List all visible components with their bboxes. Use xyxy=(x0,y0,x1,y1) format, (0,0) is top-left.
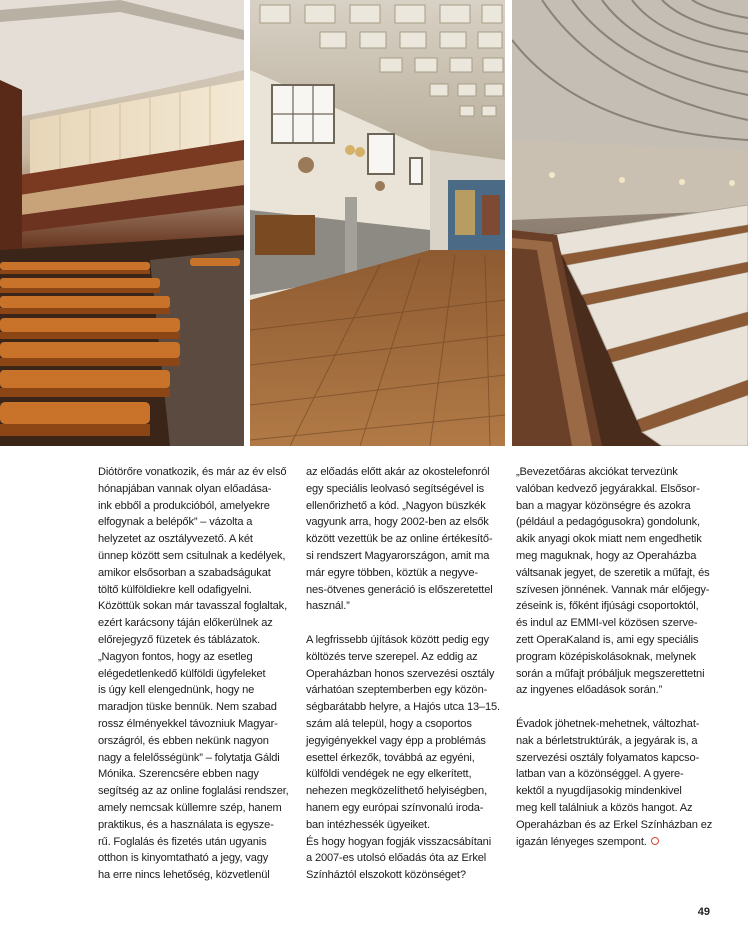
article-line: praktikus, és a használata is egysze- xyxy=(98,818,274,831)
article-line: amikor elsősorban a szabadságukat xyxy=(98,566,271,579)
article-line: töltő külföldiekre kell odafigyelni. xyxy=(98,583,252,596)
article-line: si rendszert Magyarországon, amit ma xyxy=(306,549,490,562)
article-line: zett OperaKaland is, ami egy speciális xyxy=(516,633,699,646)
auditorium-photo xyxy=(0,0,244,446)
article-line: rű. Foglalás és fizetés után ugyanis xyxy=(98,835,267,848)
article-line: helyzetet az osztályvezető. A két xyxy=(98,533,253,546)
article-line: maradjon tüske bennük. Nem szabad xyxy=(98,701,277,714)
article-line: szám alá települ, hogy a csoportos xyxy=(306,717,472,730)
article-line: ellenőrizhető a kód. „Nagyon büszkék xyxy=(306,499,486,512)
circle-end-mark-icon xyxy=(651,837,659,845)
article-line: szervezési osztály folyamatos kapcso- xyxy=(516,751,700,764)
article-line: esettel érkezők, továbbá az egyéni, xyxy=(306,751,475,764)
text-column-3 xyxy=(516,464,728,850)
article-line: kektől a nyugdíjasokig mindenkivel xyxy=(516,785,682,798)
article-line: Operaházban és az Erkel Színházban ez xyxy=(516,818,713,831)
article-line: elfogynak a belépők” – vázolta a xyxy=(98,516,253,529)
article-line: ban a magyar közönségre és azokra xyxy=(516,499,691,512)
article-line: között vezettük be az online értékesítő- xyxy=(306,533,493,546)
article-line: Évadok jöhetnek-mehetnek, változhat- xyxy=(516,717,700,730)
article-line: meg kell találniuk a közös hangot. Az xyxy=(516,801,693,814)
article-line: rossz élményekkel távozniuk Magyar- xyxy=(98,717,278,730)
page-number: 49 xyxy=(697,906,710,918)
article-line: külföldi vendégek ne egy elkerített, xyxy=(306,768,472,781)
article-line: akik anyagi okok miatt nem engedhetik xyxy=(516,533,702,546)
article-line: latban van a közönséggel. A gyere- xyxy=(516,768,684,781)
covered-seats-image xyxy=(512,0,748,446)
article-line: A legfrissebb újítások között pedig egy xyxy=(306,633,489,646)
article-line: nak a bérletstruktúrák, a jegyárak is, a xyxy=(516,734,698,747)
article-line: egy speciális leolvasó segítségével is xyxy=(306,482,485,495)
article-line: nehezen megközelíthető helyiségben, xyxy=(306,785,488,798)
article-line: jegyigényekkel vagy épp a problémás xyxy=(306,734,486,747)
article-line: nes-ötvenes generáció is előszeretettel xyxy=(306,583,493,596)
article-line: hónapjában vannak olyan előadása- xyxy=(98,482,272,495)
text-column-2 xyxy=(306,464,518,884)
article-line: elégedetlenkedő külföldi ügyfeleket xyxy=(98,667,266,680)
article-line: „Bevezetőáras akciókat tervezünk xyxy=(516,466,678,478)
article-line: váltsanak jegyet, de szeretik a műfajt, és xyxy=(516,566,710,579)
article-line: során a műfajt próbáljuk megszerettetni xyxy=(516,667,705,680)
text-column-1 xyxy=(98,464,310,884)
article-line: ünnep között sem csitulnak a kedélyek, xyxy=(98,549,286,562)
article-line: segítség az az online foglalási rendszer, xyxy=(98,785,289,798)
article-line: valóban kedvező jegyárakkal. Elsősor- xyxy=(516,482,700,495)
article-line: program középiskolásoknak, melynek xyxy=(516,650,696,663)
article-line: zéseink is, főként ifjúsági csoportoktól, xyxy=(516,600,699,613)
article-line: használ.” xyxy=(306,600,350,613)
auditorium-image xyxy=(0,0,244,446)
article-line: Operaházban honos szervezési osztály xyxy=(306,667,495,680)
article-line: már egyre többen, köztük a negyve- xyxy=(306,566,478,579)
article-line: hanem egy európai színvonalú iroda- xyxy=(306,801,484,814)
article-line: Színháztól elszokott közönséget? xyxy=(306,869,466,882)
article-line: ezért karácsony táján előkerülnek az xyxy=(98,617,273,630)
article-line: Diótörőre vonatkozik, és már az év első xyxy=(98,466,287,478)
photo-strip xyxy=(0,0,748,446)
article-line: és indul az EMMI-vel közösen szerve- xyxy=(516,617,698,630)
article-line: (például a pedagógusokra) gondolunk, xyxy=(516,516,700,529)
article-line: is úgy kell elengednünk, hogy ne xyxy=(98,684,255,697)
article-line: ségbarátabb helyre, a Hajós utca 13–15. xyxy=(306,701,500,714)
article-line: az ingyenes előadások során.” xyxy=(516,684,663,697)
article-line: vagyunk arra, hogy 2002-ben az elsők xyxy=(306,516,489,529)
article-line: Mónika. Szerencsére ebben nagy xyxy=(98,768,259,781)
foyer-image xyxy=(250,0,505,446)
article-line: És hogy hogyan fogják visszacsábítani xyxy=(306,835,492,848)
article-line: otthon is kinyomtatható a jegy, vagy xyxy=(98,852,269,865)
article-line: Közöttük sokan már tavasszal foglaltak, xyxy=(98,600,288,613)
article-line: várhatóan szeptemberben egy közön- xyxy=(306,684,488,697)
foyer-photo xyxy=(250,0,505,446)
article-line: előrejegyző füzetek és táblázatok. xyxy=(98,633,261,646)
article-line: ink ebből a produkcióból, amelyekre xyxy=(98,499,270,512)
article-line: nagy a felelősségünk” – folytatja Gáldi xyxy=(98,751,280,764)
article-line: az előadás előtt akár az okostelefonról xyxy=(306,466,490,478)
article-line: ha erre nincs lehetőség, közvetlenül xyxy=(98,869,270,882)
article-line: meg maguknak, hogy az Operaházba xyxy=(516,549,697,562)
article-line: a 2007-es utolsó előadás óta az Erkel xyxy=(306,852,487,865)
article-line: igazán lényeges szempont. xyxy=(516,834,728,851)
article-line: amely nemcsak küllemre szép, hanem xyxy=(98,801,282,814)
article-line: országról, és ebben nekünk nagyon xyxy=(98,734,269,747)
article-line: ban intézhessék ügyeiket. xyxy=(306,818,430,831)
article-line: „Nagyon fontos, hogy az esetleg xyxy=(98,650,253,663)
article-line: költözés terve szerepel. Az eddig az xyxy=(306,650,478,663)
covered-seats-photo xyxy=(512,0,748,446)
article-line: szívesen jönnének. Vannak már előjegy- xyxy=(516,583,710,596)
